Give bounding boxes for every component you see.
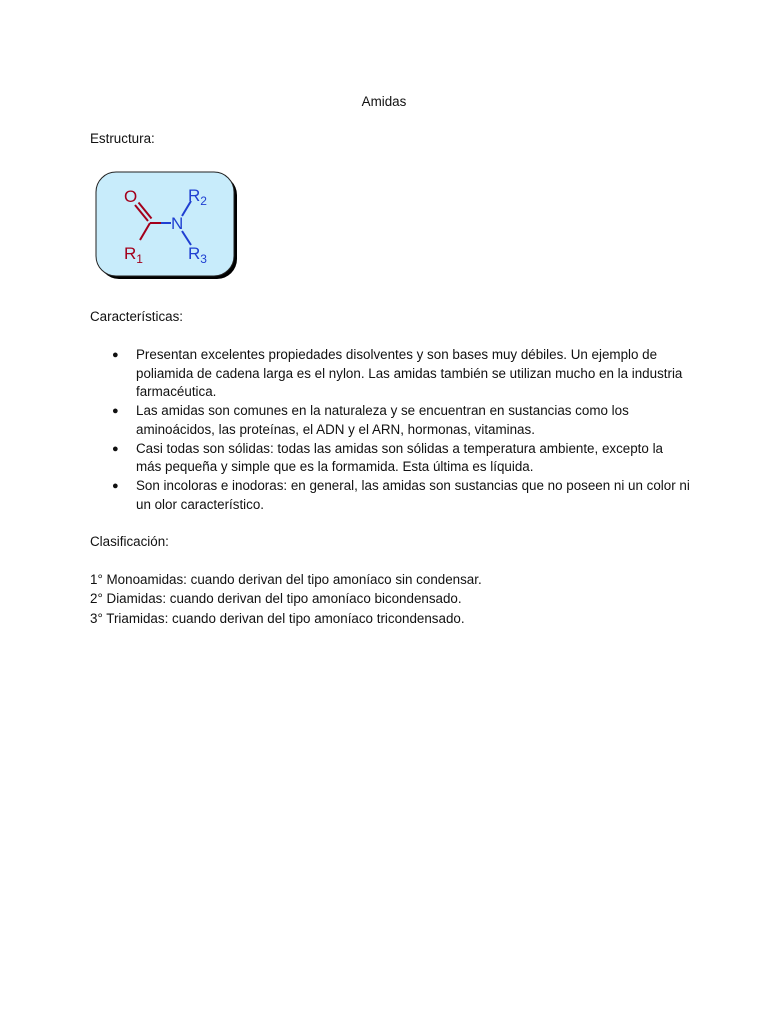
list-item bbox=[90, 346, 690, 402]
bullet-icon: ● bbox=[112, 349, 119, 361]
characteristics-list bbox=[90, 346, 690, 514]
r1-subscript: 1 bbox=[136, 252, 143, 266]
list-item bbox=[90, 402, 690, 439]
list-item-text: Casi todas son sólidas: todas las amidas son sólidas a temperatura ambiente, excepto la más pequeña y simple que es la formamida. Esta última es líquida. bbox=[136, 440, 663, 475]
oxygen-atom: O bbox=[124, 187, 138, 206]
classification-item: 1° Monoamidas: cuando derivan del tipo amoníaco sin condensar. bbox=[90, 572, 482, 587]
nitrogen-atom: N bbox=[171, 214, 184, 233]
classification-list bbox=[90, 570, 482, 628]
r3-letter: R bbox=[188, 244, 201, 263]
r3-subscript: 3 bbox=[200, 252, 207, 266]
classification-item: 2° Diamidas: cuando derivan del tipo amoníaco bicondensado. bbox=[90, 591, 462, 607]
bullet-icon: ● bbox=[112, 479, 119, 492]
structure-label: Estructura: bbox=[90, 131, 155, 146]
list-item-text: Son incoloras e inodoras: en general, las amidas son sustancias que no poseen ni un color ni un olor característico. bbox=[136, 477, 690, 512]
list-item bbox=[90, 440, 690, 477]
r2-letter: R bbox=[188, 186, 201, 205]
list-item-text: Presentan excelentes propiedades disolventes y son bases muy débiles. Un ejemplo de poliamida de cadena larga es el nylon. Las amidas también se utilizan mucho en la industria farmacéutica. bbox=[136, 347, 683, 400]
bullet-icon: ● bbox=[112, 442, 119, 455]
page-title: Amidas bbox=[361, 94, 407, 109]
classification-item: 3° Triamidas: cuando derivan del tipo amoníaco tricondensado. bbox=[90, 610, 465, 626]
r1-letter: R bbox=[124, 244, 137, 263]
list-item-text: Las amidas son comunes en la naturaleza y se encuentran en sustancias como los aminoácidos, las proteínas, el ADN y el ARN, hormonas, vitaminas. bbox=[136, 403, 629, 437]
characteristics-label: Características: bbox=[90, 309, 184, 324]
classification-label: Clasificación: bbox=[90, 534, 169, 549]
r2-subscript: 2 bbox=[200, 194, 207, 208]
amide-structure-diagram bbox=[95, 171, 239, 281]
list-item bbox=[90, 477, 690, 514]
bullet-icon: ● bbox=[112, 405, 119, 418]
